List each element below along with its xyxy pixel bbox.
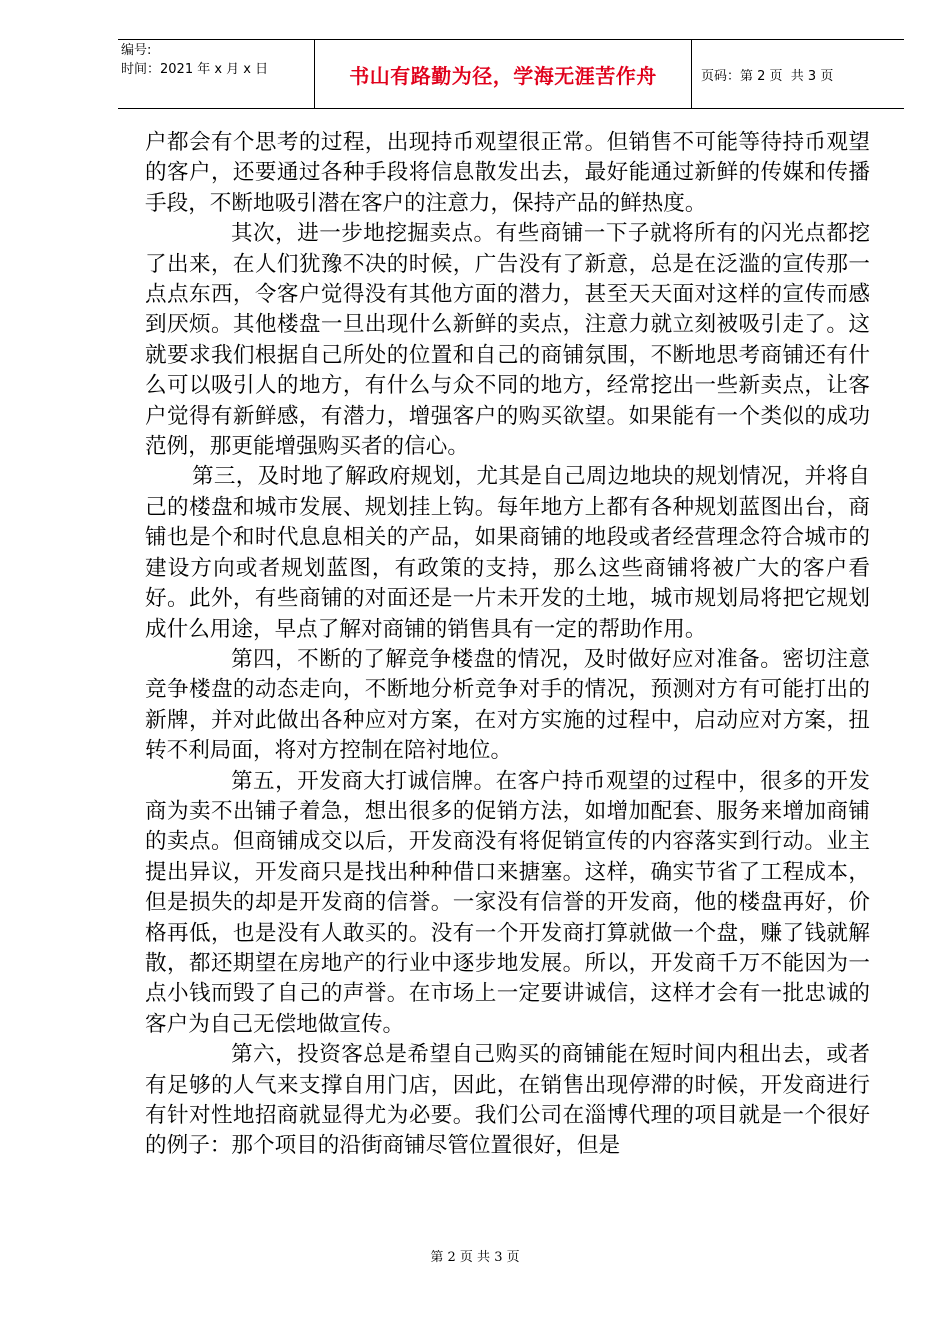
date-label: 时间：2021 年 x 月 x 日 — [121, 62, 269, 77]
document-body — [145, 128, 870, 1162]
paragraph-fifth: 第五，开发商大打诚信牌。在客户持币观望的过程中，很多的开发商为卖不出铺子着急，想出很多的促销方法，如增加配套、服务来增加商铺的卖点。但商铺成交以后，开发商没有将促销宣传的内容落实到行动。业主提出异议，开发商只是找出种种借口来搪塞。这样，确实节省了工程成本，但是损失的却是开发商的信誉。一家没有信誉的开发商，他的楼盘再好，价格再低，也是没有人敢买的。没有一个开发商打算就做一个盘，赚了钱就解散，都还期望在房地产的行业中逐步地发展。所以，开发商千万不能因为一点小钱而毁了自己的声誉。在市场上一定要讲诚信，这样才会有一批忠诚的客户为自己无偿地做宣传。 — [145, 768, 870, 1037]
paragraph-third: 第三，及时地了解政府规划，尤其是自己周边地块的规划情况，并将自己的楼盘和城市发展、规划挂上钩。每年地方上都有各种规划蓝图出台，商铺也是个和时代息息相关的产品，如果商铺的地段或者经营理念符合城市的建设方向或者规划蓝图，有政策的支持，那么这些商铺将被广大的客户看好。此外，有些商铺的对面还是一片未开发的土地，城市规划局将把它规划成什么用途，早点了解对商铺的销售具有一定的帮助作用。 — [145, 464, 870, 642]
header-motto: 书山有路勤为径，学海无涯苦作舟 — [314, 40, 692, 108]
paragraph-fourth: 第四，不断的了解竞争楼盘的情况，及时做好应对准备。密切注意竞争楼盘的动态走向，不断地分析竞争对手的情况，预测对方有可能打出的新牌，并对此做出各种应对方案，在对方实施的过程中，启动应对方案，扭转不利局面，将对方控制在陪衬地位。 — [145, 646, 870, 764]
header-meta — [118, 40, 314, 108]
header-page-number: 页码：第 2 页 共 3 页 — [701, 68, 834, 84]
paragraph-continuation: 户都会有个思考的过程，出现持币观望很正常。但销售不可能等待持币观望的客户，还要通过各种手段将信息散发出去，最好能通过新鲜的传媒和传播手段，不断地吸引潜在客户的注意力，保持产品的鲜热度。 — [145, 130, 870, 216]
page-footer: 第 2 页 共 3 页 — [430, 1250, 520, 1265]
paragraph-second: 其次，进一步地挖掘卖点。有些商铺一下子就将所有的闪光点都挖了出来，在人们犹豫不决的时候，广告没有了新意，总是在泛滥的宣传那一点点东西，令客户觉得没有其他方面的潜力，甚至天天面对这样的宣传而感到厌烦。其他楼盘一旦出现什么新鲜的卖点，注意力就立刻被吸引走了。这就要求我们根据自己所处的位置和自己的商铺氛围，不断地思考商铺还有什么可以吸引人的地方，有什么与众不同的地方，经常挖出一些新卖点，让客户觉得有新鲜感，有潜力，增强客户的购买欲望。如果能有一个类似的成功范例，那更能增强购买者的信心。 — [145, 221, 870, 460]
serial-number-label: 编号: — [121, 43, 152, 58]
paragraph-sixth: 第六，投资客总是希望自己购买的商铺能在短时间内租出去，或者有足够的人气来支撑自用门店，因此，在销售出现停滞的时候，开发商进行有针对性地招商就显得尤为必要。我们公司在淄博代理的项目就是一个很好的例子：那个项目的沿街商铺尽管位置很好，但是 — [145, 1042, 870, 1159]
page-header — [118, 39, 904, 109]
